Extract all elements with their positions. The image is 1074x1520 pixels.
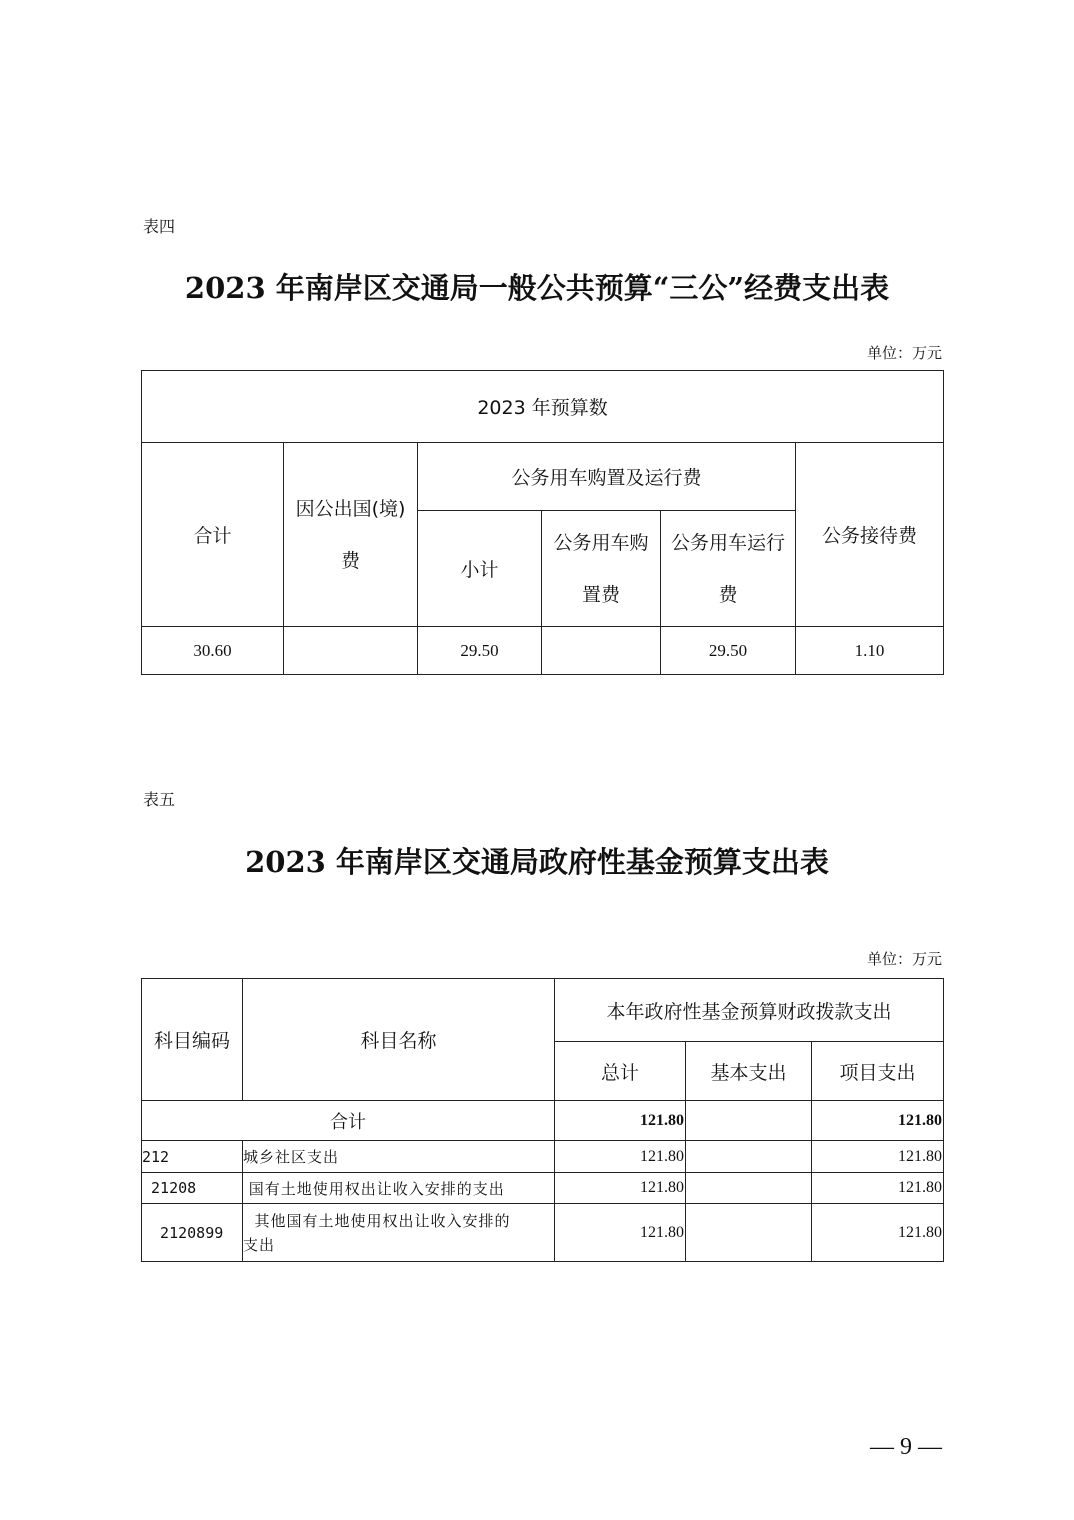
table5-title: 2023 年南岸区交通局政府性基金预算支出表 — [245, 845, 829, 879]
table-row — [142, 1204, 944, 1262]
header-total: 总计 — [555, 1042, 686, 1101]
table-row — [142, 1173, 944, 1204]
header-fund: 本年政府性基金预算财政拨款支出 — [555, 979, 944, 1042]
sum-total: 121.80 — [555, 1101, 686, 1141]
row-total: 121.80 — [555, 1173, 686, 1204]
row-name-line1: 其他国有土地使用权出让收入安排的 — [243, 1211, 511, 1230]
header-total: 合计 — [142, 443, 284, 627]
header-operation-line1: 公务用车运行 — [670, 531, 785, 554]
table4-unit: 单位：万元 — [866, 344, 942, 362]
row-name: 城乡社区支出 — [243, 1141, 555, 1173]
row-project: 121.80 — [812, 1204, 944, 1262]
header-operation-line2: 费 — [718, 583, 738, 606]
cell-total: 30.60 — [142, 627, 284, 675]
header-budget: 2023 年预算数 — [142, 371, 944, 443]
cell-abroad — [284, 627, 418, 675]
header-purchase — [542, 511, 661, 627]
header-code: 科目编码 — [142, 979, 243, 1101]
header-basic: 基本支出 — [686, 1042, 812, 1101]
header-abroad — [284, 443, 418, 627]
header-project: 项目支出 — [812, 1042, 944, 1101]
page-number: — 9 — — [870, 1434, 942, 1460]
sum-basic — [686, 1101, 812, 1141]
header-vehicle: 公务用车购置及运行费 — [418, 443, 796, 511]
cell-subtotal: 29.50 — [418, 627, 542, 675]
table5-unit: 单位：万元 — [866, 950, 942, 968]
row-code: 212 — [142, 1141, 243, 1173]
row-total: 121.80 — [555, 1204, 686, 1262]
cell-operation: 29.50 — [661, 627, 796, 675]
cell-purchase — [542, 627, 661, 675]
row-basic — [686, 1204, 812, 1262]
row-total: 121.80 — [555, 1141, 686, 1173]
three-public-expense-table — [141, 370, 944, 675]
header-reception: 公务接待费 — [796, 443, 944, 627]
table4-label: 表四 — [143, 217, 176, 236]
table-row — [142, 1141, 944, 1173]
table5-label: 表五 — [143, 790, 176, 809]
header-abroad-line2: 费 — [340, 549, 360, 572]
row-name: 国有土地使用权出让收入安排的支出 — [243, 1173, 555, 1204]
header-abroad-line1: 因公出国(境) — [295, 497, 406, 520]
row-project: 121.80 — [812, 1141, 944, 1173]
row-code: 2120899 — [142, 1204, 243, 1262]
sum-label: 合计 — [142, 1101, 555, 1141]
sum-project: 121.80 — [812, 1101, 944, 1141]
header-subtotal: 小计 — [418, 511, 542, 627]
table4-title: 2023 年南岸区交通局一般公共预算“三公”经费支出表 — [184, 271, 890, 305]
row-project: 121.80 — [812, 1173, 944, 1204]
government-fund-table — [141, 978, 944, 1262]
row-name-line2: 支出 — [243, 1235, 276, 1254]
header-purchase-line2: 置费 — [581, 583, 620, 606]
cell-reception: 1.10 — [796, 627, 944, 675]
row-basic — [686, 1173, 812, 1204]
header-name: 科目名称 — [243, 979, 555, 1101]
header-purchase-line1: 公务用车购 — [553, 531, 649, 554]
row-code: 21208 — [142, 1173, 243, 1204]
row-basic — [686, 1141, 812, 1173]
row-name — [243, 1204, 555, 1262]
header-operation — [661, 511, 796, 627]
